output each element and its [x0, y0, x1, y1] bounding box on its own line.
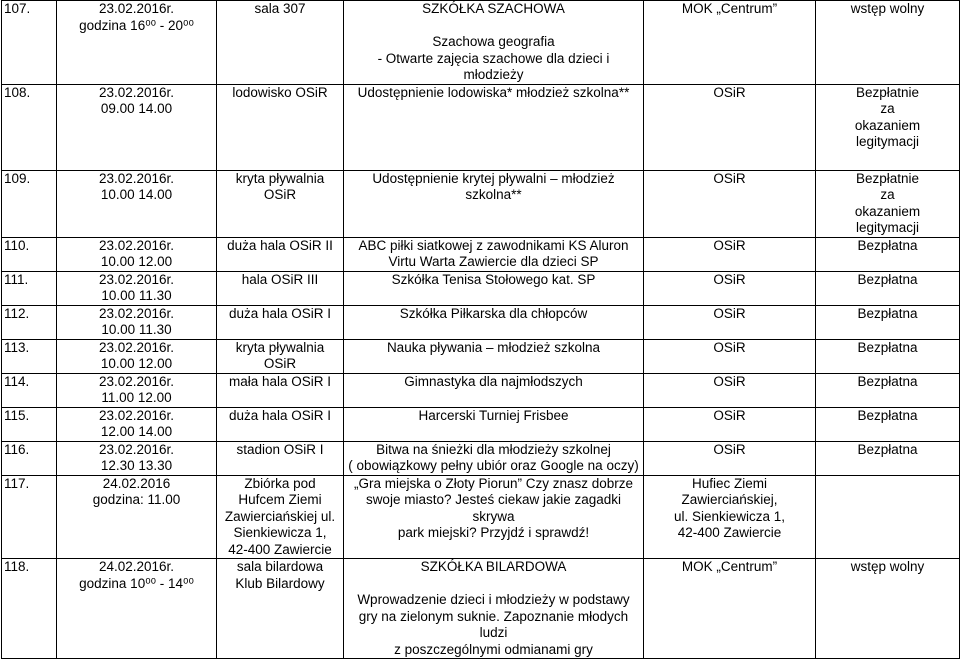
date-cell-line: 23.02.2016r.	[98, 407, 175, 423]
date-cell-line: 10.00 12.00	[100, 356, 173, 371]
event-cell-line: ABC piłki siatkowej z zawodnikami KS Aluron	[358, 237, 629, 253]
date-cell-line: godzina: 11.00	[92, 492, 181, 507]
event-cell-line: park miejski? Przyjdź i sprawdź!	[397, 525, 590, 540]
table-row	[2, 237, 960, 271]
organizer-cell	[644, 373, 816, 407]
event-cell-line: - Otwarte zajęcia szachowe dla dzieci i młodzieży	[377, 50, 610, 82]
table-row	[2, 305, 960, 339]
fee-cell	[816, 271, 960, 305]
place-cell-line: Zawierciańskiej ul.	[224, 508, 336, 524]
event-cell	[344, 305, 644, 339]
date-cell-line: 10.00 14.00	[100, 187, 173, 202]
table-row	[2, 170, 960, 237]
row-number: 111.	[2, 271, 57, 305]
fee-cell-line: wstęp wolny	[850, 559, 925, 574]
event-cell	[344, 271, 644, 305]
date-cell-line: 23.02.2016r.	[98, 1, 175, 16]
organizer-cell-line: 42-400 Zawiercie	[677, 525, 782, 540]
event-cell	[344, 475, 644, 559]
event-cell-line: Gimnastyka dla najmłodszych	[404, 373, 583, 389]
date-cell	[57, 305, 217, 339]
organizer-cell	[644, 339, 816, 373]
row-number: 115.	[2, 407, 57, 441]
event-cell-line: Szkółka Tenisa Stołowego kat. SP	[391, 271, 596, 287]
place-cell-line: kryta pływalnia	[235, 170, 325, 186]
place-cell	[217, 475, 344, 559]
date-cell	[57, 475, 217, 559]
place-cell-line: Hufcem Ziemi	[238, 492, 322, 507]
event-cell	[344, 170, 644, 237]
fee-cell-line	[818, 476, 957, 493]
event-cell-line: swoje miasto? Jesteś ciekaw jakie zagadki skrywa	[365, 492, 622, 524]
row-number: 108.	[2, 84, 57, 170]
organizer-cell-line: OSiR	[713, 271, 746, 287]
date-cell-line: 23.02.2016r.	[98, 373, 175, 389]
fee-cell-line: legitymacji	[855, 134, 920, 149]
row-number: 118.	[2, 559, 57, 659]
table-row	[2, 1, 960, 85]
fee-cell	[816, 373, 960, 407]
date-cell-line: 09.00 14.00	[100, 101, 173, 116]
row-number: 107.	[2, 1, 57, 85]
event-cell	[344, 559, 644, 659]
place-cell-line: Sienkiewicza 1,	[233, 525, 327, 540]
fee-cell-line: wstęp wolny	[850, 1, 925, 16]
place-cell	[217, 305, 344, 339]
event-cell-line: Szkółka Piłkarska dla chłopców	[399, 305, 588, 321]
fee-cell-line: Bezpłatnie	[855, 170, 920, 186]
table-row	[2, 407, 960, 441]
event-cell-line: ( obowiązkowy pełny ubiór oraz Google na oczy)	[348, 458, 639, 473]
place-cell-line: Klub Bilardowy	[235, 575, 325, 591]
event-cell	[344, 441, 644, 475]
fee-cell-line: Bezpłatna	[857, 339, 918, 355]
row-number: 112.	[2, 305, 57, 339]
place-cell	[217, 559, 344, 659]
place-cell	[217, 170, 344, 237]
events-table	[1, 0, 960, 659]
place-cell	[217, 237, 344, 271]
date-cell-line: godzina 16⁰⁰ - 20⁰⁰	[79, 17, 194, 33]
event-cell-line: Szachowa geografia	[432, 34, 555, 49]
event-cell-line: Nauka pływania – młodzież szkolna	[386, 339, 601, 355]
place-cell	[217, 373, 344, 407]
place-cell	[217, 271, 344, 305]
fee-cell	[816, 475, 960, 559]
fee-cell-line: za	[880, 101, 895, 116]
place-cell-line: sala bilardowa	[236, 559, 324, 574]
organizer-cell-line: ul. Sienkiewicza 1,	[673, 508, 786, 524]
place-cell-line: sala 307	[254, 1, 306, 16]
organizer-cell	[644, 1, 816, 85]
organizer-cell-line: MOK „Centrum”	[681, 1, 778, 16]
date-cell-line: godzina 10⁰⁰ - 14⁰⁰	[79, 575, 194, 591]
date-cell-line: 24.02.2016r.	[98, 559, 175, 574]
row-number: 117.	[2, 475, 57, 559]
event-cell-line: Bitwa na śnieżki dla młodzieży szkolnej	[376, 441, 611, 457]
organizer-cell-line: OSiR	[713, 373, 746, 389]
row-number: 114.	[2, 373, 57, 407]
date-cell	[57, 237, 217, 271]
table-row	[2, 475, 960, 559]
event-cell-line	[346, 576, 641, 593]
event-cell-line: Udostępnienie lodowiska* młodzież szkolna**	[357, 84, 630, 100]
organizer-cell	[644, 237, 816, 271]
event-cell	[344, 1, 644, 85]
date-cell-line: 23.02.2016r.	[98, 237, 175, 253]
organizer-cell	[644, 475, 816, 559]
fee-cell-line: Bezpłatna	[857, 271, 918, 287]
place-cell	[217, 407, 344, 441]
table-row	[2, 84, 960, 170]
event-cell-line: „Gra miejska o Złoty Piorun” Czy znasz dobrze	[353, 475, 634, 491]
fee-cell	[816, 84, 960, 170]
event-cell-line: z poszczególnymi odmianami gry	[394, 641, 593, 657]
date-cell	[57, 407, 217, 441]
fee-cell	[816, 407, 960, 441]
date-cell-line: 23.02.2016r.	[98, 170, 175, 186]
date-cell-line: 23.02.2016r.	[98, 441, 175, 457]
date-cell-line: 23.02.2016r.	[98, 339, 175, 355]
event-cell	[344, 373, 644, 407]
event-cell-line: Wprowadzenie dzieci i młodzieży w podstawy	[357, 592, 630, 607]
date-cell	[57, 559, 217, 659]
date-cell	[57, 84, 217, 170]
row-number: 113.	[2, 339, 57, 373]
date-cell	[57, 441, 217, 475]
date-cell-line: 23.02.2016r.	[98, 271, 175, 287]
fee-cell-line: Bezpłatna	[857, 407, 918, 423]
date-cell-line: 12.30 13.30	[100, 458, 173, 473]
place-cell-line: duża hala OSiR II	[227, 237, 333, 253]
place-cell-line: duża hala OSiR I	[228, 407, 332, 423]
event-cell-line	[346, 18, 641, 35]
organizer-cell-line: Zawierciańskiej,	[681, 492, 778, 507]
place-cell-line: 42-400 Zawiercie	[228, 541, 332, 557]
fee-cell	[816, 305, 960, 339]
date-cell-line: 23.02.2016r.	[98, 84, 175, 100]
fee-cell-line: legitymacji	[855, 220, 920, 235]
organizer-cell-line: OSiR	[713, 407, 746, 423]
event-cell	[344, 237, 644, 271]
table-row	[2, 271, 960, 305]
fee-cell-line: Bezpłatna	[857, 305, 918, 321]
fee-cell	[816, 559, 960, 659]
organizer-cell-line: OSiR	[713, 441, 746, 457]
fee-cell-line: Bezpłatna	[857, 373, 918, 389]
organizer-cell-line: MOK „Centrum”	[681, 559, 778, 574]
organizer-cell-line: Hufiec Ziemi	[691, 475, 767, 491]
organizer-cell-line: OSiR	[713, 170, 746, 186]
date-cell-line: 10.00 11.30	[101, 322, 172, 337]
table-row	[2, 441, 960, 475]
place-cell-line: OSiR	[263, 356, 297, 371]
event-cell-line: szkolna**	[465, 187, 522, 202]
place-cell-line: hala OSiR III	[241, 271, 319, 287]
organizer-cell	[644, 271, 816, 305]
fee-cell	[816, 441, 960, 475]
fee-cell	[816, 339, 960, 373]
date-cell-line: 10.00 12.00	[100, 254, 173, 269]
fee-cell	[816, 170, 960, 237]
date-cell	[57, 1, 217, 85]
fee-cell-line: okazaniem	[854, 203, 921, 219]
table-row	[2, 339, 960, 373]
place-cell-line: Zbiórka pod	[244, 475, 316, 491]
table-row	[2, 373, 960, 407]
date-cell	[57, 271, 217, 305]
place-cell-line: OSiR	[263, 187, 297, 202]
organizer-cell-line: OSiR	[713, 84, 746, 100]
event-cell-line: Virtu Warta Zawiercie dla dzieci SP	[388, 254, 599, 269]
date-cell-line: 23.02.2016r.	[98, 305, 175, 321]
organizer-cell	[644, 407, 816, 441]
organizer-cell-line: OSiR	[713, 339, 746, 355]
event-cell-line: SZKÓŁKA SZACHOWA	[422, 1, 565, 16]
row-number: 109.	[2, 170, 57, 237]
date-cell	[57, 170, 217, 237]
date-cell-line: 11.00 12.00	[101, 390, 172, 405]
place-cell	[217, 84, 344, 170]
fee-cell-line: Bezpłatna	[857, 237, 918, 253]
organizer-cell	[644, 441, 816, 475]
fee-cell-line: okazaniem	[854, 117, 921, 133]
date-cell	[57, 339, 217, 373]
fee-cell-line: za	[880, 187, 895, 202]
place-cell	[217, 1, 344, 85]
place-cell-line: mała hala OSiR I	[228, 373, 332, 389]
event-cell-line: gry na zielonym suknie. Zapoznanie młodych ludzi	[358, 608, 629, 640]
organizer-cell-line: OSiR	[713, 305, 746, 321]
place-cell-line: stadion OSiR I	[236, 441, 324, 457]
fee-cell-line: Bezpłatna	[857, 441, 918, 457]
events-table-body	[2, 1, 960, 659]
date-cell-line: 24.02.2016	[102, 475, 171, 491]
event-cell	[344, 407, 644, 441]
organizer-cell-line: OSiR	[713, 237, 746, 253]
place-cell	[217, 441, 344, 475]
date-cell-line: 10.00 11.30	[101, 288, 172, 303]
event-cell	[344, 84, 644, 170]
event-cell-line: Udostępnienie krytej pływalni – młodzież	[372, 170, 615, 186]
organizer-cell	[644, 305, 816, 339]
date-cell-line: 12.00 14.00	[100, 424, 173, 439]
organizer-cell	[644, 170, 816, 237]
fee-cell	[816, 237, 960, 271]
fee-cell	[816, 1, 960, 85]
event-cell-line: SZKÓŁKA BILARDOWA	[420, 559, 567, 574]
event-cell	[344, 339, 644, 373]
organizer-cell	[644, 559, 816, 659]
place-cell	[217, 339, 344, 373]
place-cell-line: duża hala OSiR I	[228, 305, 332, 321]
row-number: 110.	[2, 237, 57, 271]
organizer-cell	[644, 84, 816, 170]
fee-cell-line: Bezpłatnie	[855, 84, 920, 100]
event-cell-line: Harcerski Turniej Frisbee	[418, 407, 569, 423]
place-cell-line: kryta pływalnia	[235, 339, 325, 355]
row-number: 116.	[2, 441, 57, 475]
date-cell	[57, 373, 217, 407]
place-cell-line: lodowisko OSiR	[232, 84, 328, 100]
table-row	[2, 559, 960, 659]
